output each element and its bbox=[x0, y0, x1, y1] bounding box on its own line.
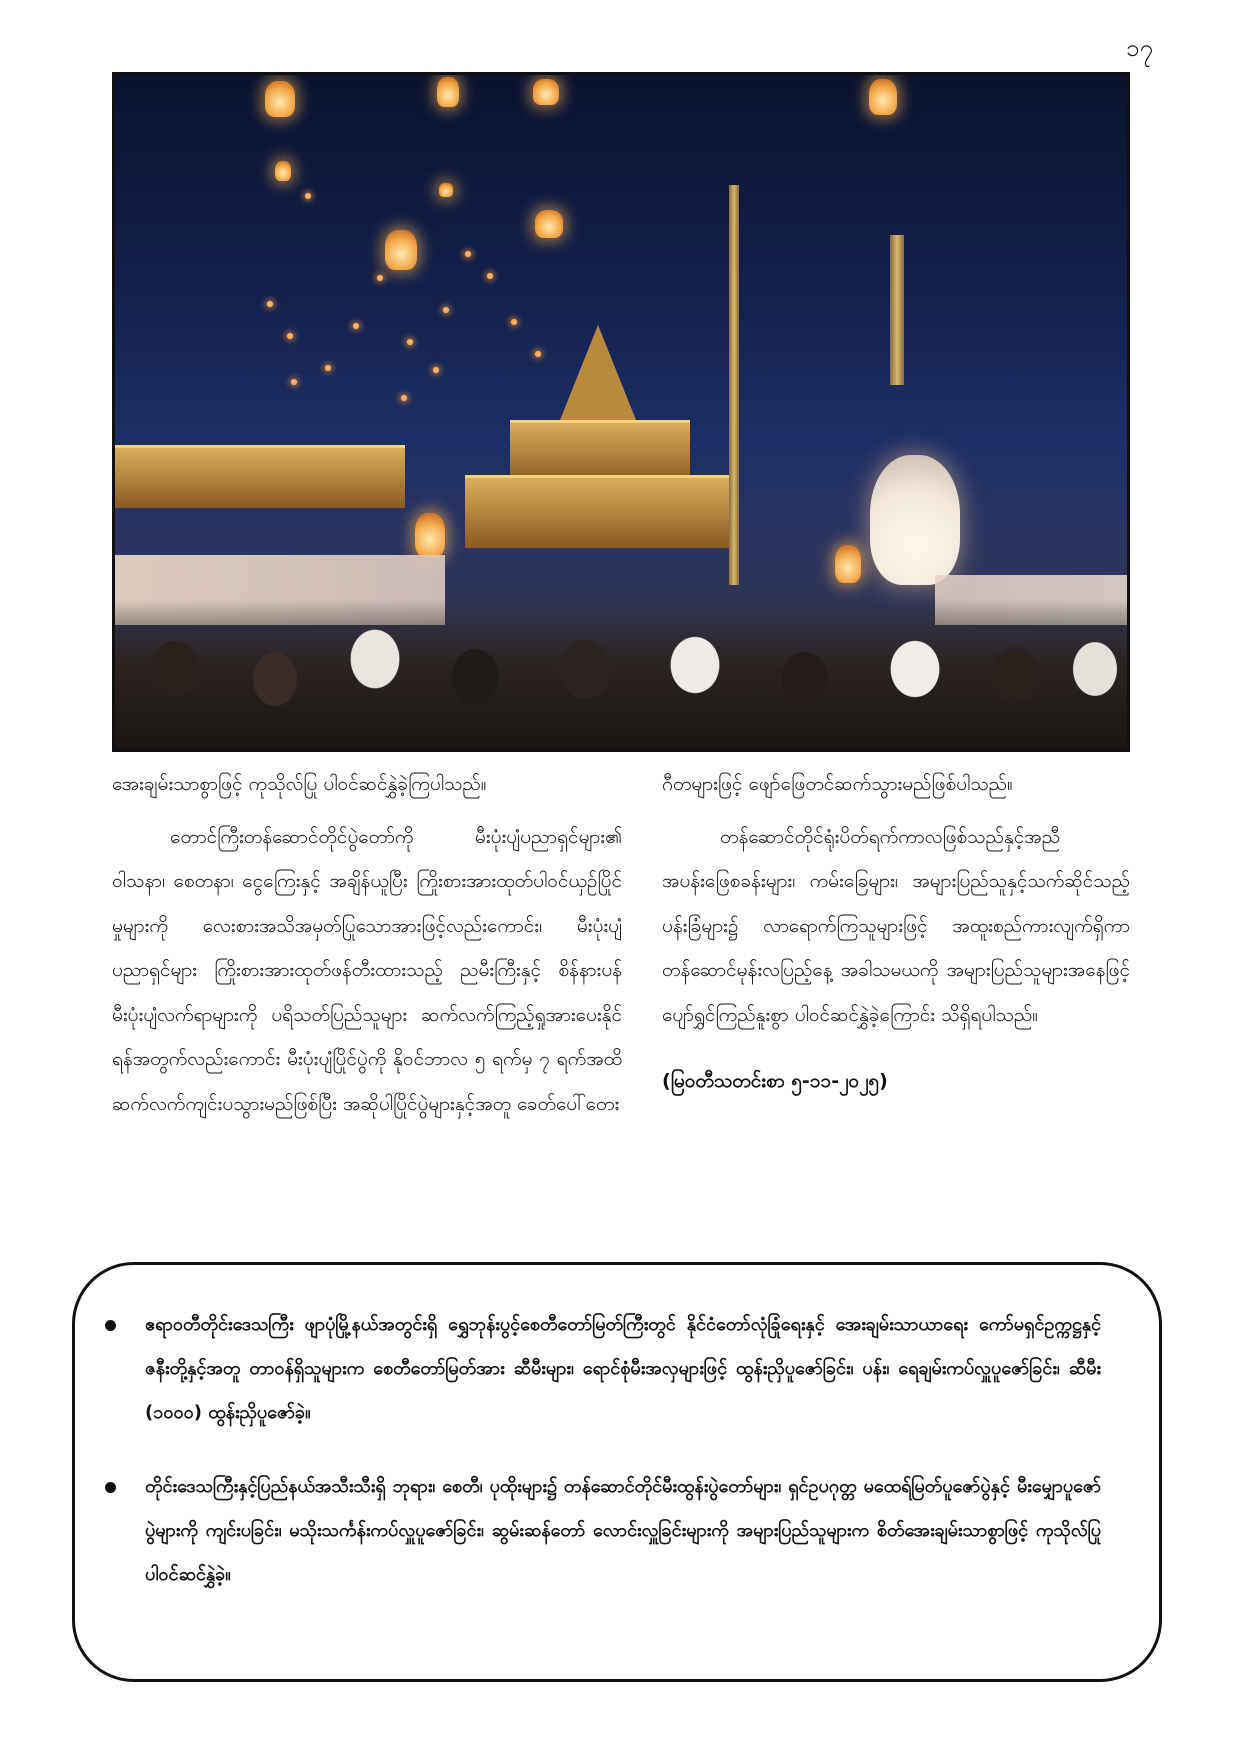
page-number: ၁၇ bbox=[1126, 34, 1153, 62]
highlight-item bbox=[145, 1465, 1101, 1597]
left-column-line-1: အေးချမ်းသာစွာဖြင့် ကုသိုလ်ပြု ပါဝင်ဆင်နွှဲခဲ့ကြပါသည်။ bbox=[112, 773, 487, 795]
sky-lantern-festival-photo bbox=[112, 72, 1130, 752]
highlight-text: တိုင်းဒေသကြီးနှင့်ပြည်နယ်အသီးသီးရှိ ဘုရား၊ စေတီ၊ ပုထိုးများ၌ တန်ဆောင်တိုင်မီးထွန်းပွဲတော်များ၊ ရှင်ဥပဂုတ္တ မထေရ်မြတ်ပူဇော်ပွဲနှင့် မီးမျှောပူဇော်ပွဲများကို ကျင်းပခြင်း၊ မသိုးသင်္ကန်းကပ်လှူပူဇော်ခြင်း၊ ဆွမ်းဆန်တော် လောင်းလှူခြင်းများကို အများပြည်သူများက စိတ်အေးချမ်းသာစွာဖြင့် ကုသိုလ်ပြုပါဝင်ဆင်နွှဲခဲ့။ bbox=[145, 1476, 1101, 1585]
left-column bbox=[112, 762, 622, 1126]
highlight-text: ဧရာဝတီတိုင်းဒေသကြီး ဖျာပုံမြို့နယ်အတွင်းရှိ ရွှေဘုန်းပွင့်စေတီတော်မြတ်ကြီးတွင် နိုင်ငံတော်လုံခြုံရေးနှင့် အေးချမ်းသာယာရေး ကော်မရှင်ဥက္ကဋ္ဌနှင့်ဇနီးတို့နှင့်အတူ တာဝန်ရှိသူများက စေတီတော်မြတ်အား ဆီမီးများ၊ ရောင်စုံမီးအလှများဖြင့် ထွန်းညှိပူဇော်ခြင်း၊ ပန်း၊ ရေချမ်းကပ်လှူပူဇော်ခြင်း၊ ဆီမီး (၁၀၀၀) ထွန်းညှိပူဇော်ခဲ့။ bbox=[145, 1314, 1101, 1423]
bullet-icon bbox=[105, 1320, 116, 1331]
highlights-list bbox=[75, 1265, 1159, 1597]
highlight-item bbox=[145, 1303, 1101, 1435]
news-highlights-box bbox=[72, 1262, 1162, 1682]
right-column-paragraph-2: တန်ဆောင်တိုင်ရုံးပိတ်ရက်ကာလဖြစ်သည်နှင့်အညီ အပန်းဖြေစခန်းများ၊ ကမ်းခြေများ၊ အများပြည်သူနှင့်သက်ဆိုင်သည့် ပန်းခြံများ၌ လာရောက်ကြသူများဖြင့် အထူးစည်ကားလျက်ရှိကာ တန်ဆောင်မုန်းလပြည့်နေ့ အခါသမယကို အများပြည်သူများအနေဖြင့် ပျော်ရွှင်ကြည်နူးစွာ ပါဝင်ဆင်နွှဲခဲ့ကြောင်း သိရှိရပါသည်။ bbox=[662, 825, 1130, 1026]
news-source: (မြဝတီသတင်းစာ ၅-၁၁-၂၀၂၅) bbox=[662, 1070, 888, 1092]
right-column bbox=[662, 762, 1130, 1104]
left-column-paragraph-2: တောင်ကြီးတန်ဆောင်တိုင်ပွဲတော်ကို မီးပုံးပျံပညာရှင်များ၏ ဝါသနာ၊ စေတနာ၊ ငွေကြေးနှင့် အချိန်ယူပြီး ကြိုးစားအားထုတ်ပါဝင်ယှဉ်ပြိုင်မှုများကို လေးစားအသိအမှတ်ပြုသောအားဖြင့်လည်းကောင်း၊ မီးပုံးပျံပညာရှင်များ ကြိုးစားအားထုတ်ဖန်တီးထားသည့် ညမီးကြီးနှင့် စိန်နားပန် မီးပုံးပျံလက်ရာများကို ပရိသတ်ပြည်သူများ ဆက်လက်ကြည့်ရှုအားပေးနိုင်ရန်အတွက်လည်းကောင်း မီးပုံးပျံပြိုင်ပွဲကို နိုဝင်ဘာလ ၅ ရက်မှ ၇ ရက်အထိ ဆက်လက်ကျင်းပသွားမည်ဖြစ်ပြီး အဆိုပါပြိုင်ပွဲများနှင့်အတူ ခေတ်ပေါ်တေး bbox=[112, 825, 622, 1115]
right-column-line-1: ဂီတများဖြင့် ဖျော်ဖြေတင်ဆက်သွားမည်ဖြစ်ပါသည်။ bbox=[662, 773, 1013, 795]
bullet-icon bbox=[105, 1482, 116, 1493]
